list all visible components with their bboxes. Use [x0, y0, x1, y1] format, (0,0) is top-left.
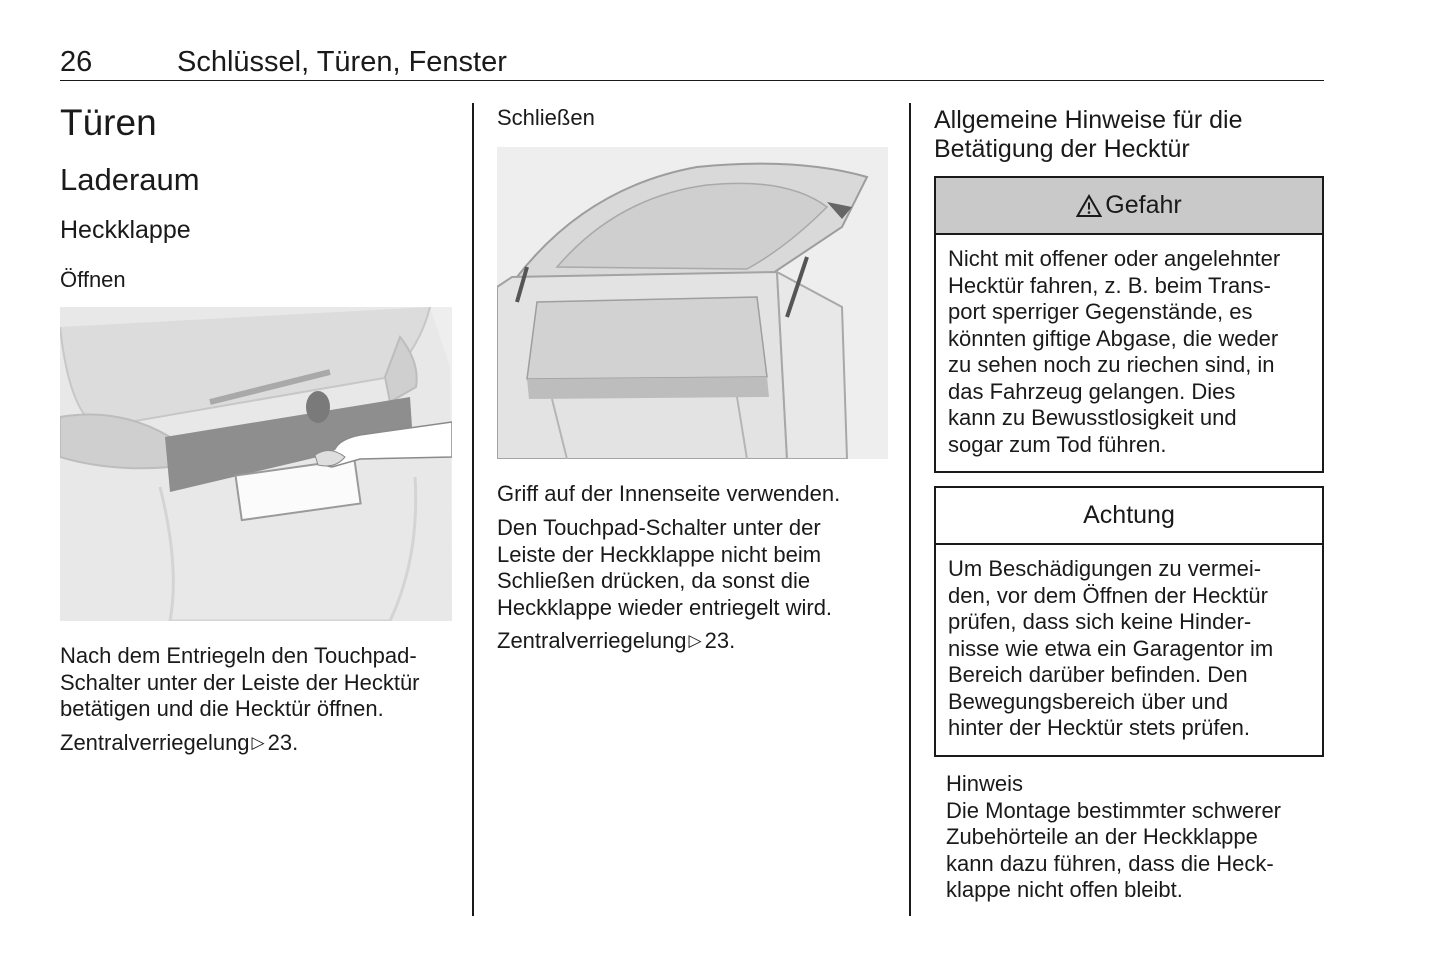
- general-notes-heading: Allgemeine Hinweise für die Betätigung der Hecktür: [934, 106, 1243, 163]
- caution-box-header: [936, 488, 1322, 545]
- closing-reference: Zentralverriegelung ▷ 23.: [497, 628, 736, 653]
- closing-instruction: Griff auf der Innenseite verwenden.: [497, 481, 841, 506]
- tailgate-opening-illustration: [60, 307, 452, 621]
- column-divider: [909, 103, 911, 916]
- header-rule: [60, 80, 1324, 81]
- danger-box: [934, 176, 1324, 473]
- heading-oeffnen: Öffnen: [60, 267, 126, 292]
- caution-box: [934, 486, 1324, 757]
- danger-text: Nicht mit offener oder angelehnter Hecktür fahren, z. B. beim Trans- port sperriger Gegenstände, es könnten giftige Abgase, die weder zu sehen noch zu riechen sind, in das Fahrzeug gelangen. Dies kann zu Bewusstlosigkeit und sogar zum Tod führen.: [948, 246, 1281, 457]
- tailgate-closing-illustration: [497, 147, 888, 459]
- heading-heckklappe: Heckklappe: [60, 216, 191, 244]
- note-section: Hinweis Die Montage bestimmter schwerer Zubehörteile an der Heckklappe kann dazu führen, dass die Heck- klappe nicht offen bleibt.: [946, 771, 1282, 902]
- danger-title: Gefahr: [1105, 191, 1182, 219]
- chapter-title: Schlüssel, Türen, Fenster: [177, 46, 507, 78]
- opening-paragraph: Nach dem Entriegeln den Touchpad- Schalter unter der Leiste der Hecktür betätigen und die Hecktür öffnen.: [60, 643, 420, 721]
- caution-title: Achtung: [1083, 501, 1175, 529]
- note-title: Hinweis: [946, 771, 1024, 796]
- page-number: 26: [60, 46, 93, 78]
- arrow-reference-icon: ▷: [688, 631, 702, 650]
- heading-laderaum: Laderaum: [60, 162, 200, 197]
- closing-paragraph: Den Touchpad-Schalter unter der Leiste der Heckklappe nicht beim Schließen drücken, da sonst die Heckklappe wieder entriegelt wird.: [497, 515, 833, 620]
- arrow-reference-icon: ▷: [251, 733, 265, 752]
- column-divider: [472, 103, 474, 916]
- heading-tueren: Türen: [60, 102, 157, 143]
- opening-reference: Zentralverriegelung ▷ 23.: [60, 730, 299, 755]
- warning-triangle-icon: [1076, 194, 1102, 218]
- caution-text: Um Beschädigungen zu vermei- den, vor dem Öffnen der Hecktür prüfen, dass sich keine Hinder- nisse wie etwa ein Garagentor im Bereich darüber befinden. Den Bewegungsbereich über und hinter der Hecktür stets prüfen.: [948, 556, 1274, 740]
- danger-box-header: [936, 178, 1322, 235]
- heading-schliessen: Schließen: [497, 105, 595, 130]
